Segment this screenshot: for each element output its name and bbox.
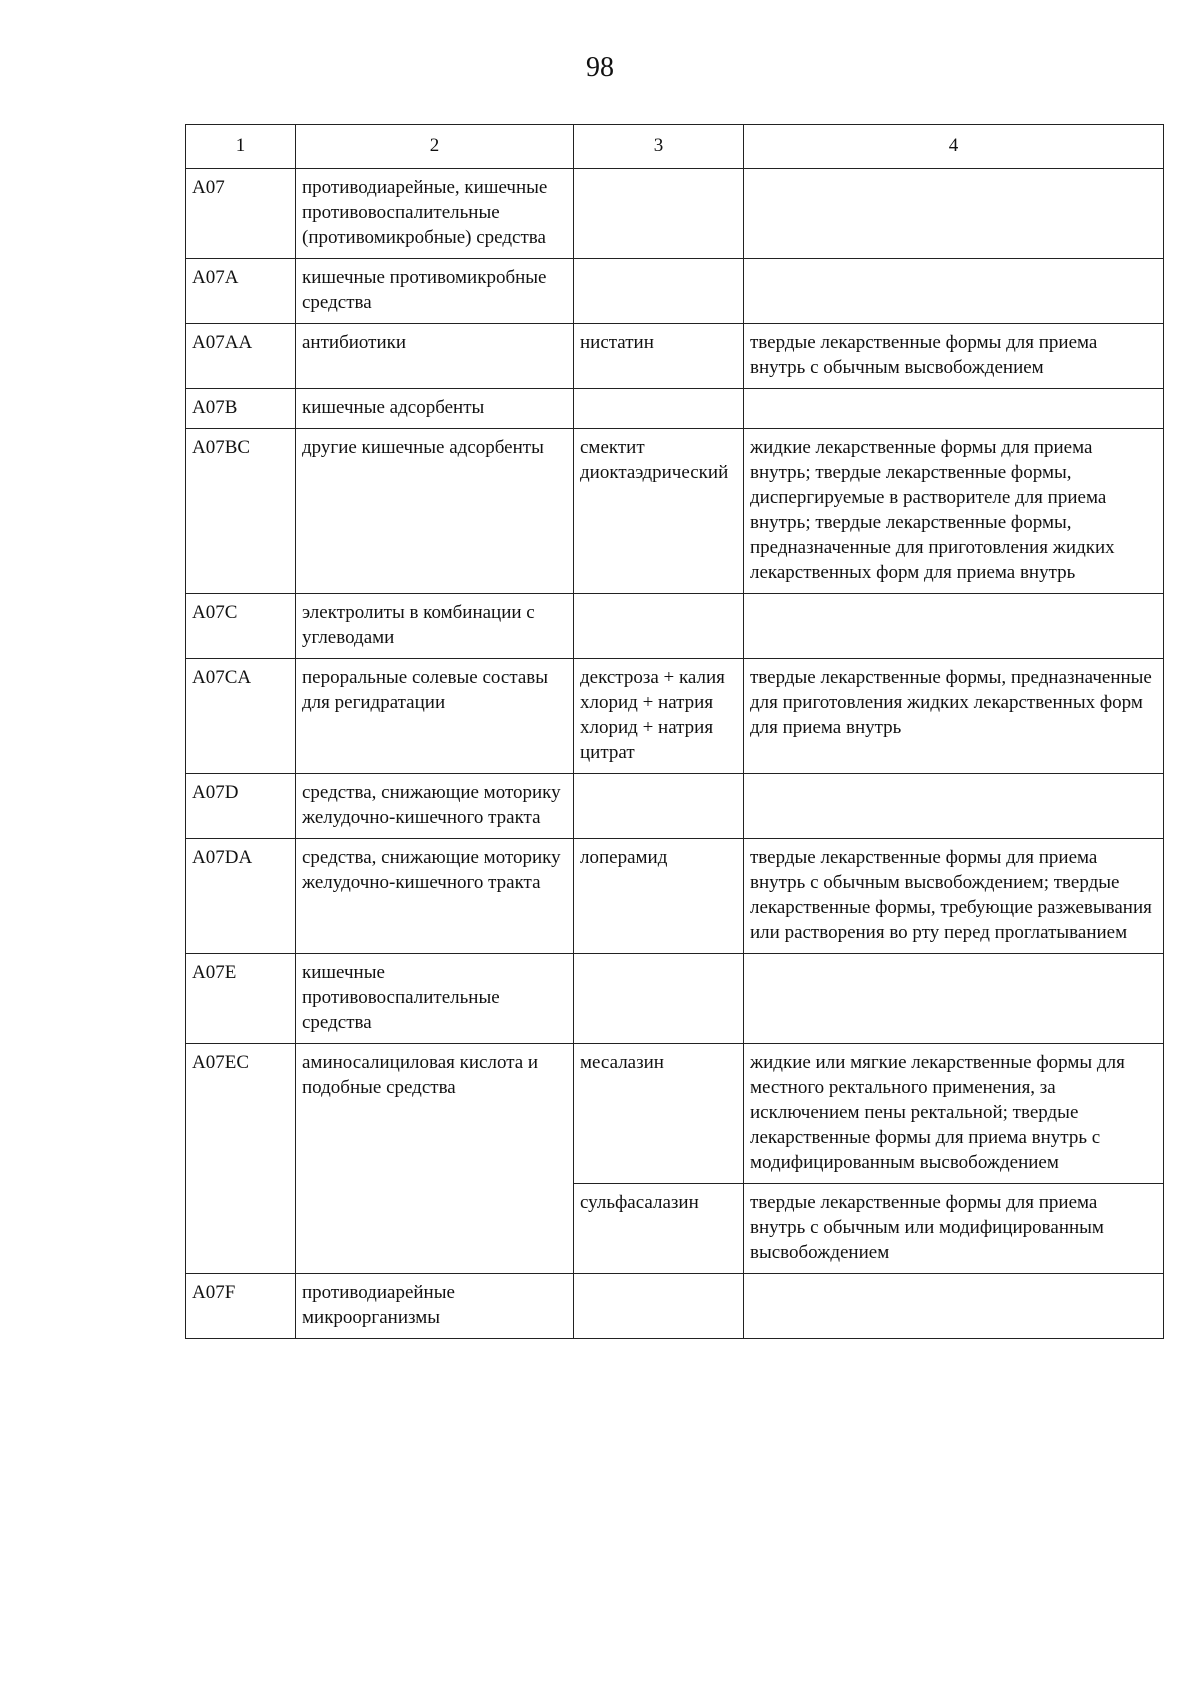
atc-code: A07AA [186, 324, 296, 389]
table-row [186, 324, 1164, 389]
drug-name [574, 389, 744, 429]
dosage-forms [744, 259, 1164, 324]
drug-name: декстроза + калия хлорид + натрия хлорид + натрия цитрат [574, 659, 744, 774]
group-name: антибиотики [296, 324, 574, 389]
group-name: средства, снижающие моторику желудочно-кишечного тракта [296, 839, 574, 954]
group-name: другие кишечные адсорбенты [296, 429, 574, 594]
drug-name [574, 169, 744, 259]
drug-name [574, 594, 744, 659]
table-row [186, 169, 1164, 259]
dosage-forms: жидкие или мягкие лекарственные формы для местного ректального применения, за исключением пены ректальной; твердые лекарственные формы для приема внутрь с модифицированным высвобождением [744, 1044, 1164, 1184]
drug-name: смектит диоктаэдрический [574, 429, 744, 594]
dosage-forms [744, 169, 1164, 259]
table-row [186, 259, 1164, 324]
header-col-2: 2 [296, 125, 574, 169]
dosage-forms [744, 774, 1164, 839]
atc-code: A07DA [186, 839, 296, 954]
atc-code: A07CA [186, 659, 296, 774]
header-col-3: 3 [574, 125, 744, 169]
drug-name [574, 774, 744, 839]
drug-name: месалазин [574, 1044, 744, 1184]
drug-name: сульфасалазин [574, 1184, 744, 1274]
page-number: 98 [586, 52, 614, 83]
group-name: средства, снижающие моторику желудочно-кишечного тракта [296, 774, 574, 839]
atc-code: A07B [186, 389, 296, 429]
header-col-4: 4 [744, 125, 1164, 169]
table-row [186, 839, 1164, 954]
dosage-forms [744, 954, 1164, 1044]
group-name: кишечные противомикробные средства [296, 259, 574, 324]
header-col-1: 1 [186, 125, 296, 169]
atc-code: A07E [186, 954, 296, 1044]
atc-code: A07C [186, 594, 296, 659]
table-row [186, 389, 1164, 429]
dosage-forms: твердые лекарственные формы для приема внутрь с обычным или модифицированным высвобождением [744, 1184, 1164, 1274]
group-name: кишечные противовоспалительные средства [296, 954, 574, 1044]
group-name: пероральные солевые составы для регидратации [296, 659, 574, 774]
dosage-forms: твердые лекарственные формы для приема внутрь с обычным высвобождением; твердые лекарственные формы, требующие разжевывания или растворения во рту перед проглатыванием [744, 839, 1164, 954]
dosage-forms [744, 1274, 1164, 1339]
table-row [186, 659, 1164, 774]
group-name: кишечные адсорбенты [296, 389, 574, 429]
group-name: аминосалициловая кислота и подобные средства [296, 1044, 574, 1274]
table-row [186, 594, 1164, 659]
atc-code: A07BC [186, 429, 296, 594]
atc-code: A07 [186, 169, 296, 259]
group-name: противодиарейные, кишечные противовоспалительные (противомикробные) средства [296, 169, 574, 259]
dosage-forms [744, 594, 1164, 659]
atc-code: A07D [186, 774, 296, 839]
table-row [186, 1044, 1164, 1184]
drug-classification-table [185, 124, 1164, 1339]
table-header-row [186, 125, 1164, 169]
atc-code: A07F [186, 1274, 296, 1339]
dosage-forms: твердые лекарственные формы, предназначенные для приготовления жидких лекарственных форм для приема внутрь [744, 659, 1164, 774]
drug-name [574, 954, 744, 1044]
table-row [186, 1274, 1164, 1339]
dosage-forms [744, 389, 1164, 429]
group-name: электролиты в комбинации с углеводами [296, 594, 574, 659]
dosage-forms: жидкие лекарственные формы для приема внутрь; твердые лекарственные формы, диспергируемые в растворителе для приема внутрь; твердые лекарственные формы, предназначенные для приготовления жидких лекарственных форм для приема внутрь [744, 429, 1164, 594]
drug-name: лоперамид [574, 839, 744, 954]
drug-name [574, 1274, 744, 1339]
table-row [186, 774, 1164, 839]
dosage-forms: твердые лекарственные формы для приема внутрь с обычным высвобождением [744, 324, 1164, 389]
atc-code: A07EC [186, 1044, 296, 1274]
drug-name: нистатин [574, 324, 744, 389]
atc-code: A07A [186, 259, 296, 324]
table-row [186, 954, 1164, 1044]
table-row [186, 429, 1164, 594]
drug-name [574, 259, 744, 324]
group-name: противодиарейные микроорганизмы [296, 1274, 574, 1339]
